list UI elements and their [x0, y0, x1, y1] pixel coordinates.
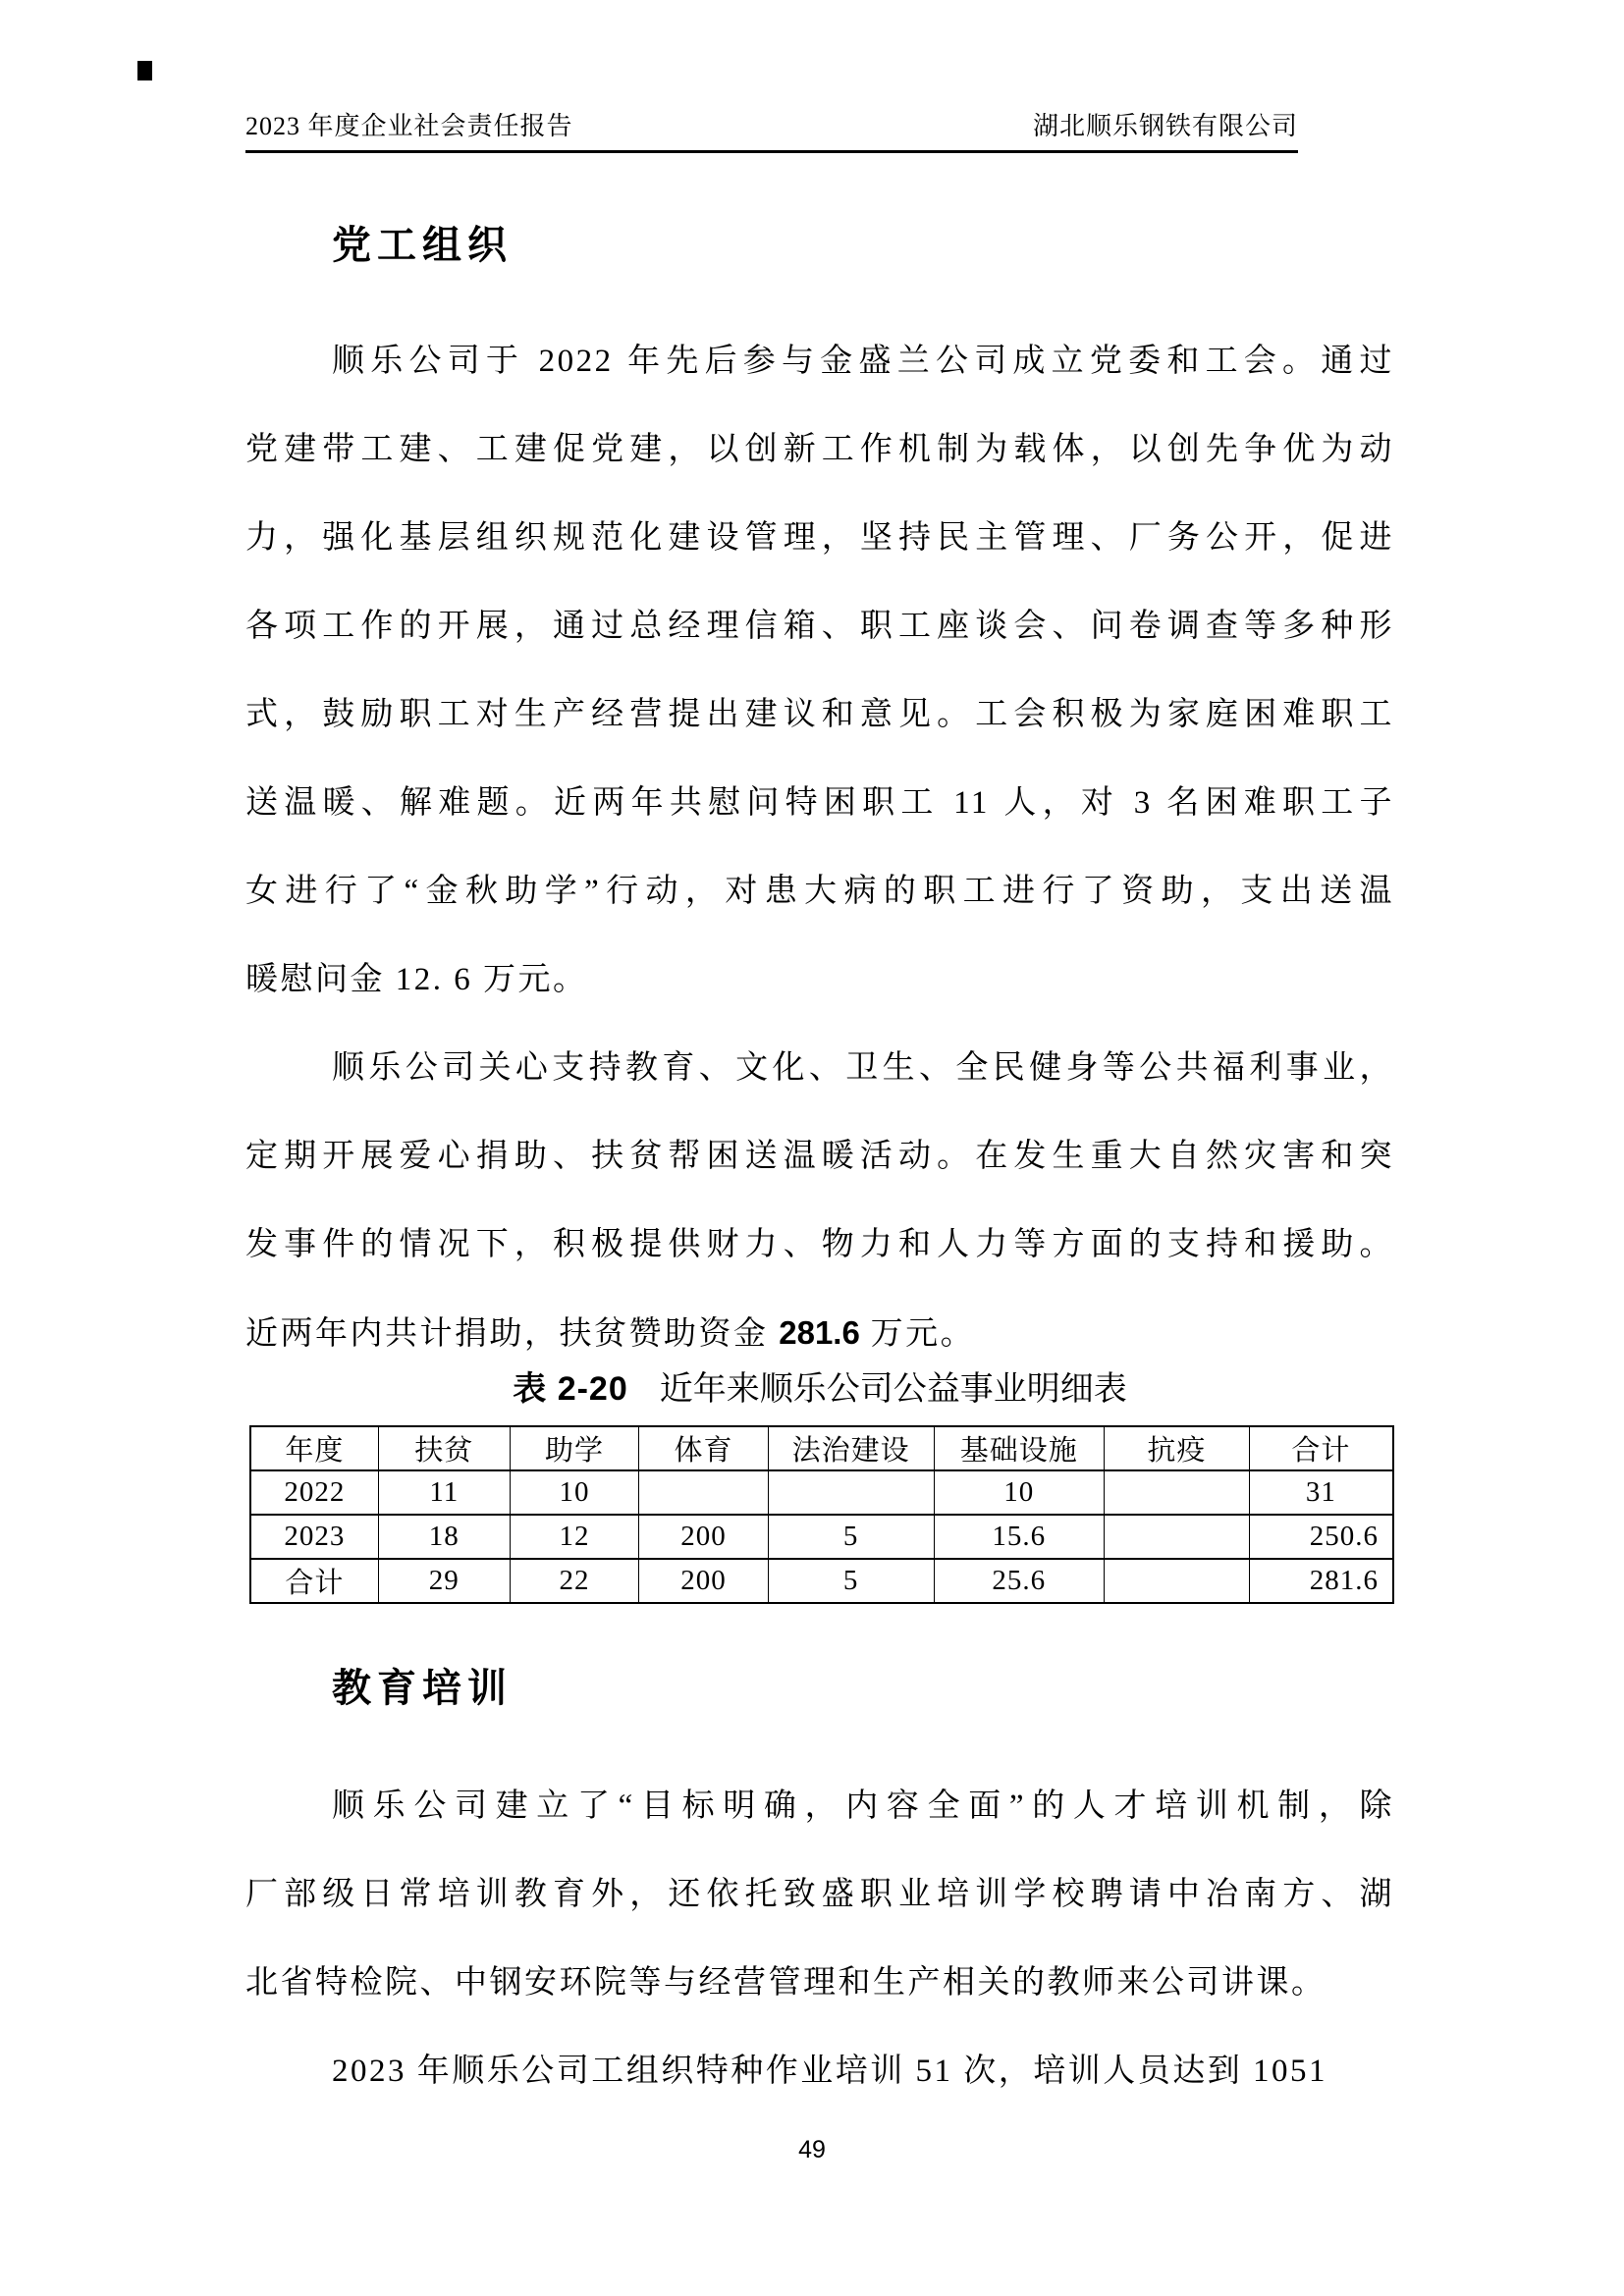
table-header-cell: 助学 [510, 1426, 639, 1470]
table-caption-text: 近年来顺乐公司公益事业明细表 [659, 1371, 1127, 1408]
table-cell: 15.6 [934, 1515, 1104, 1559]
table-row [250, 1559, 1393, 1603]
text-segment: 万元。 [859, 1316, 976, 1352]
table-cell: 29 [378, 1559, 510, 1603]
text-line: 北省特检院、中钢安环院等与经营管理和生产相关的教师来公司讲课。 [245, 1965, 1326, 2001]
table-cell: 10 [934, 1470, 1104, 1515]
paragraph [245, 317, 1394, 1024]
paragraph [245, 1762, 1394, 2027]
table-cell: 250.6 [1249, 1515, 1393, 1559]
paragraph [245, 1024, 1394, 1377]
text-line: 发事件的情况下，积极提供财力、物力和人力等方面的支持和援助。 [245, 1227, 1394, 1262]
text-line: 式，鼓励职工对生产经营提出建议和意见。工会积极为家庭困难职工 [245, 697, 1394, 732]
table-cell: 200 [639, 1559, 769, 1603]
table-cell: 22 [510, 1559, 639, 1603]
text-line: 暖慰问金 12. 6 万元。 [245, 962, 588, 997]
table-number-label: 表 2-20 [513, 1370, 628, 1408]
table-header-cell: 法治建设 [768, 1426, 934, 1470]
table-cell [639, 1470, 769, 1515]
table-cell [768, 1470, 934, 1515]
table-cell: 25.6 [934, 1559, 1104, 1603]
table-cell: 合计 [250, 1559, 378, 1603]
table-body [250, 1470, 1393, 1603]
table-cell: 281.6 [1249, 1559, 1393, 1603]
table-header-cell: 体育 [639, 1426, 769, 1470]
text-line: 厂部级日常培训教育外，还依托致盛职业培训学校聘请中冶南方、湖 [245, 1877, 1394, 1912]
table-cell: 2022 [250, 1470, 378, 1515]
table-header-cell: 抗疫 [1104, 1426, 1249, 1470]
table-cell [1104, 1559, 1249, 1603]
table-header-cell: 扶贫 [378, 1426, 510, 1470]
text-line: 顺乐公司关心支持教育、文化、卫生、全民健身等公共福利事业， [332, 1050, 1394, 1086]
page-header [245, 106, 1298, 153]
text-line: 送温暖、解难题。近两年共慰问特困职工 11 人，对 3 名困难职工子 [245, 785, 1394, 821]
table-cell: 12 [510, 1515, 639, 1559]
paragraph [245, 2027, 1394, 2115]
table-cell [1104, 1470, 1249, 1515]
table-header-cell: 基础设施 [934, 1426, 1104, 1470]
text-line: 顺乐公司于 2022 年先后参与金盛兰公司成立党委和工会。通过 [332, 344, 1394, 379]
text-line: 定期开展爱心捐助、扶贫帮困送温暖活动。在发生重大自然灾害和突 [245, 1139, 1394, 1174]
header-company-name: 湖北顺乐钢铁有限公司 [1032, 112, 1298, 140]
table-header-cell: 年度 [250, 1426, 378, 1470]
table-cell: 200 [639, 1515, 769, 1559]
public-welfare-table [249, 1425, 1394, 1604]
table-caption [245, 1361, 1394, 1417]
table-cell: 5 [768, 1515, 934, 1559]
table-cell: 2023 [250, 1515, 378, 1559]
table-row [250, 1515, 1393, 1559]
section-heading-party-org: 党工组织 [332, 224, 513, 267]
highlighted-amount: 281.6 [779, 1314, 860, 1351]
text-line: 2023 年顺乐公司工组织特种作业培训 51 次，培训人员达到 1051 [332, 2054, 1327, 2089]
table-header-row [250, 1426, 1393, 1470]
text-line: 党建带工建、工建促党建，以创新工作机制为载体，以创先争优为动 [245, 432, 1394, 467]
table-cell: 31 [1249, 1470, 1393, 1515]
text-line: 各项工作的开展，通过总经理信箱、职工座谈会、问卷调查等多种形 [245, 609, 1394, 644]
header-report-title: 2023 年度企业社会责任报告 [245, 112, 573, 140]
text-segment: 近两年内共计捐助，扶贫赞助资金 [245, 1316, 780, 1352]
text-line: 女进行了“金秋助学”行动，对患大病的职工进行了资助，支出送温 [245, 874, 1394, 909]
scan-artifact [137, 61, 152, 80]
section-heading-education-training: 教育培训 [332, 1667, 513, 1710]
table-header-cell: 合计 [1249, 1426, 1393, 1470]
text-line: 顺乐公司建立了“目标明确，内容全面”的人才培训机制，除 [332, 1789, 1394, 1824]
table-cell: 11 [378, 1470, 510, 1515]
table-cell [1104, 1515, 1249, 1559]
table-head [250, 1426, 1393, 1470]
table-cell: 5 [768, 1559, 934, 1603]
table-row [250, 1470, 1393, 1515]
page-number: 49 [798, 2136, 826, 2163]
text-line: 力，强化基层组织规范化建设管理，坚持民主管理、厂务公开，促进 [245, 520, 1394, 556]
table-cell: 10 [510, 1470, 639, 1515]
table-cell: 18 [378, 1515, 510, 1559]
